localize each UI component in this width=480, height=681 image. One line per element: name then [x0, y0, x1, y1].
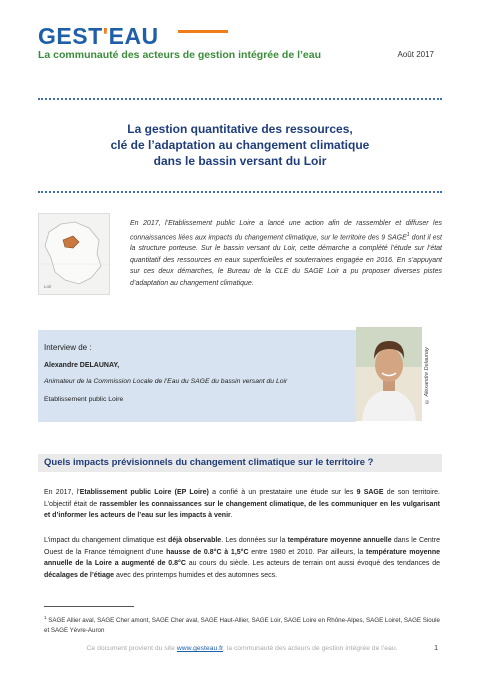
map-label: Loir	[44, 284, 52, 289]
title-line-3: dans le bassin versant du Loir	[153, 154, 327, 168]
france-map-icon	[39, 214, 109, 294]
section-heading: Quels impacts prévisionnels du changement climatique sur le territoire ?	[44, 457, 374, 468]
logo-accent-bar	[178, 30, 228, 33]
title-line-1: La gestion quantitative des ressources,	[127, 122, 353, 136]
page-number: 1	[434, 645, 438, 652]
footnote-separator	[44, 606, 134, 607]
interviewee-photo	[356, 327, 422, 421]
logo-text: GEST'EAU	[38, 23, 159, 49]
footnote: $^1$ SAGE Allier aval, SAGE Cher amont, SAGE Cher aval, SAGE Haut-Allier, SAGE Loir, SAGE Loire en Rhône-Alpes, SAGE Loiret, SAGE Sioule et SAGE Yèvre-Auron	[44, 615, 440, 634]
location-map	[38, 213, 110, 295]
interviewee-organization: Etablissement public Loire	[44, 396, 124, 403]
title-line-2: clé de l’adaptation au changement climatique	[110, 138, 370, 152]
body-paragraph-2: L’impact du changement climatique est déjà observable. Les données sur la température moyenne annuelle dans le Centre Ouest de la France témoignent d’une hausse de 0.8°C à 1,5°C entre 1980 et 2010. Par ailleurs, la température moyenne annuelle de la Loire a augmenté de 0.8°C au cours du siècle. Les acteurs de terrain ont aussi évoqué des tendances de décalages de l’étiage avec des printemps humides et des automnes secs.	[44, 537, 441, 579]
interview-label: Interview de :	[44, 343, 92, 352]
body-paragraph-1: En 2017, l’Etablissement public Loire (EP Loire) a confié à un prestataire une étude sur les 9 SAGE de son territoire. L’objectif était de rassembler les connaissances sur le changement climatique, de les communiquer en les vulgarisant et d’informer les acteurs de l’eau sur les impacts à venir.	[44, 489, 440, 519]
interviewee-name: Alexandre DELAUNAY,	[44, 362, 120, 369]
divider-bottom	[38, 191, 442, 193]
logo-tagline: La communauté des acteurs de gestion intégrée de l’eau	[38, 49, 321, 61]
intro-paragraph: En 2017, l’Etablissement public Loire a lancé une action afin de rassembler et diffuser les connaissances liées aux impacts du changement climatique, sur le territoire des 9 SAGE$^1$ dont il est la structure porteuse. Sur le bassin versant du Loir, cette démarche a complété l’étude sur l’état quantitatif des ressources en eaux superficielles et souterraines engagée en 2016. En s’appuyant sur ces deux démarches, le Bureau de la CLE du SAGE Loir a pu proposer diverses pistes d’adaptation au changement climatique.	[130, 220, 442, 287]
interviewee-role: Animateur de la Commission Locale de l’Eau du SAGE du bassin versant du Loir	[44, 378, 288, 385]
page-footer: Ce document provient du site www.gesteau.fr, la communauté des acteurs de gestion intégrée de l’eau.	[86, 645, 398, 652]
publication-date: Août 2017	[397, 50, 434, 59]
footer-website-link[interactable]: www.gesteau.fr	[176, 645, 223, 652]
logo	[38, 24, 321, 61]
document-title	[60, 121, 420, 169]
divider-top	[38, 98, 442, 100]
photo-credit: © Alexandre Delaunay	[424, 347, 430, 405]
